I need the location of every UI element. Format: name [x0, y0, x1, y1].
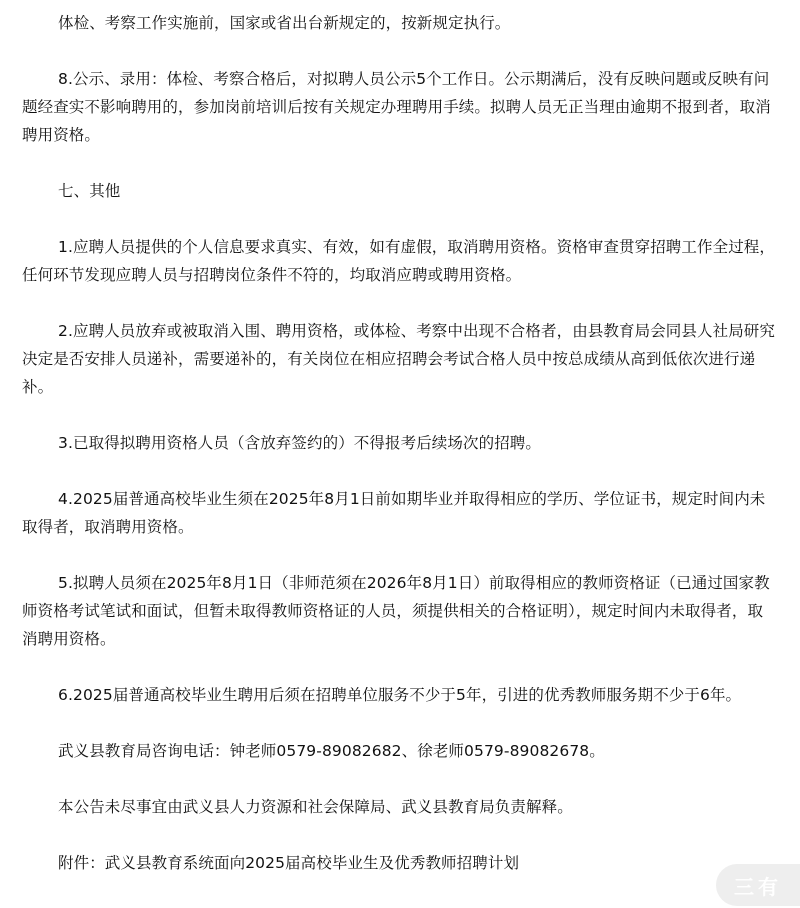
paragraph-interpretation: 本公告未尽事宜由武义县人力资源和社会保障局、武义县教育局负责解释。: [58, 798, 573, 816]
paragraph-item-3: 3.已取得拟聘用资格人员（含放弃签约的）不得报考后续场次的招聘。: [58, 434, 541, 452]
paragraph-item-1: 1.应聘人员提供的个人信息要求真实、有效，如有虚假，取消聘用资格。资格审查贯穿招聘工作全过程，任何环节发现应聘人员与招聘岗位条件不符的，均取消应聘或聘用资格。: [22, 238, 775, 284]
section-heading-other: 七、其他: [58, 182, 121, 200]
paragraph-health-check-rules: 体检、考察工作实施前，国家或省出台新规定的，按新规定执行。: [58, 14, 511, 32]
watermark-text: 三有: [734, 874, 782, 899]
paragraph-item-6: 6.2025届普通高校毕业生聘用后须在招聘单位服务不少于5年，引进的优秀教师服务期不少于6年。: [58, 686, 742, 704]
paragraph-item-2: 2.应聘人员放弃或被取消入围、聘用资格，或体检、考察中出现不合格者，由县教育局会同县人社局研究决定是否安排人员递补，需要递补的，有关岗位在相应招聘会考试合格人员中按总成绩从高到低依次进行递补。: [22, 322, 775, 396]
paragraph-publicity-hiring: 8.公示、录用：体检、考察合格后，对拟聘人员公示5个工作日。公示期满后，没有反映问题或反映有问题经查实不影响聘用的，参加岗前培训后按有关规定办理聘用手续。拟聘人员无正当理由逾期不报到者，取消聘用资格。: [22, 70, 771, 144]
paragraph-attachment: 附件：武义县教育系统面向2025届高校毕业生及优秀教师招聘计划: [58, 854, 520, 872]
paragraph-item-4: 4.2025届普通高校毕业生须在2025年8月1日前如期毕业并取得相应的学历、学位证书，规定时间内未取得者，取消聘用资格。: [22, 490, 766, 536]
paragraph-item-5: 5.拟聘人员须在2025年8月1日（非师范须在2026年8月1日）前取得相应的教师资格证（已通过国家教师资格考试笔试和面试，但暂未取得教师资格证的人员，须提供相关的合格证明），规定时间内未取得者，取消聘用资格。: [22, 574, 770, 648]
watermark-logo: [716, 864, 800, 906]
paragraph-contact-phone: 武义县教育局咨询电话：钟老师0579-89082682、徐老师0579-89082678。: [58, 742, 605, 760]
